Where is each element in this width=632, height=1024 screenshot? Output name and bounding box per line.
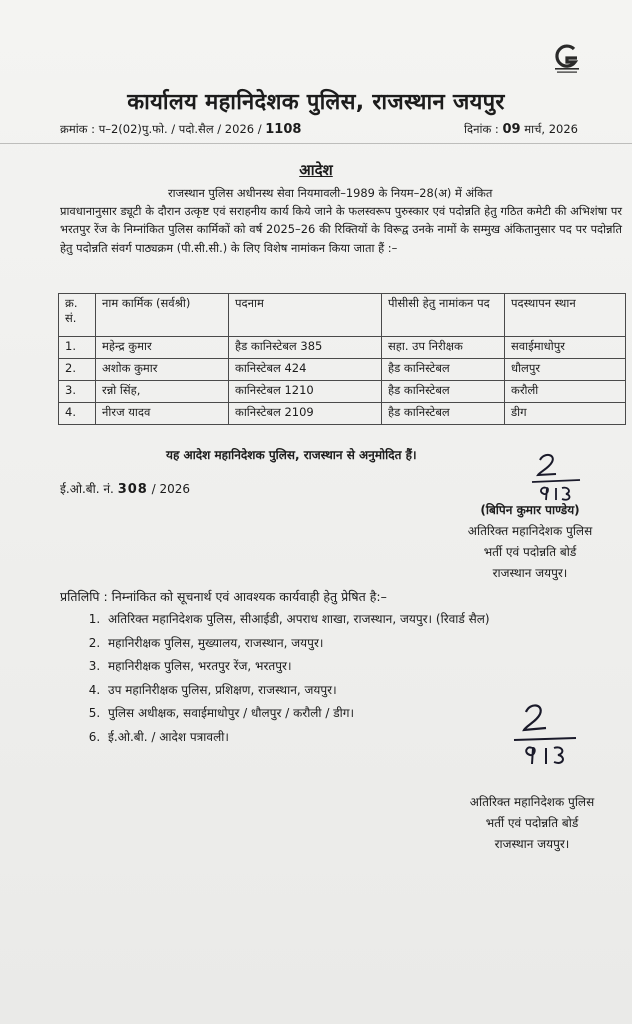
eob-number (60, 480, 190, 497)
list-item: 4. उप महानिरीक्षक पुलिस, प्रशिक्षण, राजस्थान, जयपुर। (104, 679, 632, 703)
cell-name: अशोक कुमार (96, 359, 229, 381)
cell-name: रन्नो सिंह, (96, 381, 229, 403)
table-row (59, 403, 626, 425)
col-posting-header: पदस्थापन स्थान (505, 294, 626, 337)
header-divider (0, 143, 632, 144)
cell-designation: हैड कानिस्टेबल 385 (229, 337, 382, 359)
list-item: 6. ई.ओ.बी. / आदेश पत्रावली। (104, 726, 632, 750)
cell-serial: 2. (59, 359, 96, 381)
list-item: 2. महानिरीक्षक पुलिस, मुख्यालय, राजस्थान, जयपुर। (104, 632, 632, 656)
order-heading: आदेश (299, 161, 333, 179)
eob-year: / 2026 (151, 482, 191, 496)
col-nomination-header: पीसीसी हेतु नामांकन पद (382, 294, 505, 337)
cell-posting: करौली (505, 381, 626, 403)
signatory-location: राजस्थान जयपुर। (494, 837, 570, 851)
cell-posting: सवाईमाधोपुर (505, 337, 626, 359)
table-row (59, 337, 626, 359)
reference-serial: 1108 (265, 122, 302, 137)
signatory-name: (बिपिन कुमार पाण्डेय) (480, 503, 580, 517)
cell-designation: कानिस्टेबल 424 (229, 359, 382, 381)
col-name-header: नाम कार्मिक (सर्वश्री) (96, 294, 229, 337)
order-body-first-line: राजस्थान पुलिस अधीनस्थ सेवा नियमावली–1989 के नियम–28(अ) में अंकित (168, 186, 493, 200)
table-row (59, 359, 626, 381)
table-header-row (59, 294, 626, 337)
cell-serial: 3. (59, 381, 96, 403)
eob-prefix: ई.ओ.बी. नं. (60, 482, 114, 496)
cell-nomination: हैड कानिस्टेबल (382, 403, 505, 425)
cell-name: महेन्द्र कुमार (96, 337, 229, 359)
list-item: 1. अतिरिक्त महानिदेशक पुलिस, सीआईडी, अपराध शाखा, राजस्थान, जयपुर। (रिवार्ड सैल) (104, 608, 632, 632)
signatory-location: राजस्थान जयपुर। (492, 566, 568, 580)
cell-serial: 1. (59, 337, 96, 359)
list-item: 5. पुलिस अधीक्षक, सवाईमाधोपुर / धौलपुर / करौली / डीग। (104, 702, 632, 726)
order-body (60, 184, 622, 257)
signatory-board: भर्ती एवं पदोन्नति बोर्ड (483, 545, 577, 559)
list-item: 3. महानिरीक्षक पुलिस, भरतपुर रेंज, भरतपुर। (104, 655, 632, 679)
cell-designation: कानिस्टेबल 2109 (229, 403, 382, 425)
date-label: दिनांक : (464, 122, 499, 136)
signatory-block-2 (432, 792, 632, 855)
signatory-designation: अतिरिक्त महानिदेशक पुलिस (467, 524, 593, 538)
eob-serial: 308 (117, 482, 148, 497)
date-month-year: मार्च, 2026 (524, 122, 578, 136)
emblem-logo-icon (552, 42, 582, 76)
signatory-board: भर्ती एवं पदोन्नति बोर्ड (485, 816, 579, 830)
order-body-text: प्रावधानानुसार ड्यूटी के दौरान उत्कृष्ट एवं सराहनीय कार्य किये जाने के फलस्वरूप पुरुस्कार एवं पदोन्नति हेतु गठित कमेटी की अभिशंषा पर भरतपुर रेंज के निम्नांकित पुलिस कार्मिकों को वर्ष 2025–26 की रिक्तियों के विरूद्व उनके नामों के सम्मुख अंकितानुसार पद पर पदोन्नति हेतु पदोन्नति संवर्ग पाठ्यक्रम (पी.सी.सी.) के लिए विशेष नामांकन किया जाता हैं :– (60, 204, 622, 255)
cell-serial: 4. (59, 403, 96, 425)
reference-number (60, 122, 301, 137)
handwritten-initial-signature (522, 448, 592, 504)
col-designation-header: पदनाम (229, 294, 382, 337)
cell-posting: डीग (505, 403, 626, 425)
nomination-table (58, 293, 626, 425)
table-row (59, 381, 626, 403)
cell-designation: कानिस्टेबल 1210 (229, 381, 382, 403)
date-day: 09 (502, 122, 521, 137)
cell-nomination: हैड कानिस्टेबल (382, 359, 505, 381)
cell-posting: धौलपुर (505, 359, 626, 381)
approval-note: यह आदेश महानिदेशक पुलिस, राजस्थान से अनुमोदित हैं। (166, 448, 417, 462)
col-serial-header: क्र. सं. (59, 294, 96, 337)
signatory-designation: अतिरिक्त महानिदेशक पुलिस (469, 795, 595, 809)
order-date (464, 122, 578, 137)
copy-to-heading: प्रतिलिपि : निम्नांकित को सूचनार्थ एवं आवश्यक कार्यवाही हेतु प्रेषित है:– (60, 589, 387, 604)
cell-name: नीरज यादव (96, 403, 229, 425)
cell-nomination: हैड कानिस्टेबल (382, 381, 505, 403)
office-title: कार्यालय महानिदेशक पुलिस, राजस्थान जयपुर (127, 90, 505, 115)
signatory-block-1 (430, 500, 630, 584)
cell-nomination: सहा. उप निरीक्षक (382, 337, 505, 359)
reference-prefix: क्रमांक : प–2(02)पु.फो. / पदो.सैल / 2026 / (60, 122, 262, 136)
handwritten-initial-signature-2 (502, 698, 592, 770)
